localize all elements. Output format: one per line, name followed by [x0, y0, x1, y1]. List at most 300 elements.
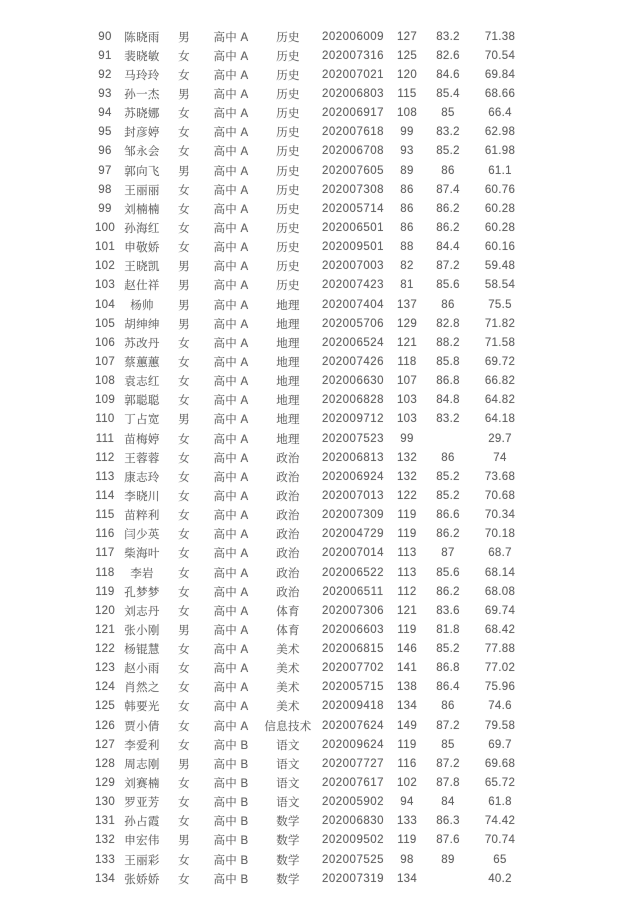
table-row — [91, 295, 529, 314]
cell-name: 肖然之 — [124, 682, 160, 695]
cell-school_level: 高中 A — [213, 127, 249, 140]
cell-student_id: 202007319 — [321, 872, 385, 885]
cell-gender: 女 — [178, 337, 190, 350]
cell-subject: 历史 — [276, 165, 300, 178]
cell-score3: 75.5 — [488, 298, 512, 311]
cell-subject: 地理 — [276, 376, 300, 389]
table-row — [91, 601, 529, 620]
cell-name: 韩要光 — [124, 701, 160, 714]
cell-row_no: 132 — [94, 834, 116, 847]
cell-name: 贾小倩 — [124, 720, 160, 733]
cell-score3: 70.68 — [484, 489, 516, 502]
cell-score1: 149 — [396, 719, 418, 732]
cell-school_level: 高中 A — [213, 586, 249, 599]
cell-score2: 82.6 — [436, 49, 460, 62]
cell-student_id: 202009502 — [321, 834, 385, 847]
cell-subject: 语文 — [276, 739, 300, 752]
cell-row_no: 93 — [98, 87, 112, 100]
table-row — [91, 640, 529, 659]
cell-subject: 政治 — [276, 548, 300, 561]
cell-student_id: 202006830 — [321, 815, 385, 828]
cell-score2: 87.2 — [436, 719, 460, 732]
cell-row_no: 122 — [94, 643, 116, 656]
cell-student_id: 202007003 — [321, 260, 385, 273]
cell-score1: 120 — [396, 68, 418, 81]
table-row — [91, 869, 529, 888]
cell-school_level: 高中 A — [213, 165, 249, 178]
cell-school_level: 高中 A — [213, 376, 249, 389]
cell-gender: 男 — [178, 299, 190, 312]
cell-row_no: 94 — [98, 107, 112, 120]
table-row — [91, 27, 529, 46]
cell-score1: 115 — [397, 87, 417, 100]
cell-subject: 历史 — [276, 127, 300, 140]
cell-score2: 81.8 — [436, 623, 460, 636]
cell-gender: 女 — [178, 797, 190, 810]
cell-score3: 70.34 — [484, 509, 516, 522]
cell-subject: 信息技术 — [264, 720, 312, 733]
cell-row_no: 105 — [94, 317, 116, 330]
cell-score2: 83.2 — [436, 126, 460, 139]
cell-name: 李岩 — [130, 567, 154, 580]
cell-score1: 93 — [400, 145, 414, 158]
cell-gender: 男 — [178, 624, 190, 637]
cell-gender: 男 — [178, 280, 190, 293]
cell-score3: 74.42 — [484, 815, 516, 828]
cell-school_level: 高中 A — [213, 471, 249, 484]
cell-score3: 71.38 — [484, 30, 516, 43]
cell-gender: 女 — [178, 452, 190, 465]
cell-score2: 82.8 — [436, 317, 460, 330]
cell-row_no: 103 — [94, 279, 116, 292]
cell-score3: 73.68 — [484, 470, 516, 483]
cell-score1: 86 — [400, 202, 414, 215]
table-row — [91, 314, 529, 333]
cell-row_no: 131 — [94, 815, 116, 828]
table-row — [91, 372, 529, 391]
cell-subject: 政治 — [276, 490, 300, 503]
cell-gender: 女 — [178, 663, 190, 676]
cell-name: 李晓川 — [124, 490, 160, 503]
cell-score3: 74 — [493, 451, 507, 464]
cell-score3: 68.42 — [484, 623, 516, 636]
cell-student_id: 202005715 — [321, 681, 385, 694]
table-row — [91, 754, 529, 773]
cell-student_id: 202007316 — [321, 49, 385, 62]
cell-score1: 121 — [396, 604, 418, 617]
cell-score3: 70.74 — [484, 834, 516, 847]
cell-school_level: 高中 A — [213, 280, 249, 293]
cell-gender: 男 — [178, 414, 190, 427]
cell-score1: 103 — [396, 394, 418, 407]
cell-row_no: 133 — [94, 853, 116, 866]
cell-name: 闫少英 — [124, 529, 160, 542]
cell-score2: 87.4 — [436, 183, 460, 196]
cell-score1: 81 — [400, 279, 414, 292]
cell-score2: 85.2 — [436, 643, 460, 656]
cell-score1: 113 — [397, 547, 417, 560]
cell-student_id: 202007618 — [321, 126, 385, 139]
cell-score2: 85.2 — [436, 489, 460, 502]
cell-school_level: 高中 A — [213, 108, 249, 121]
cell-subject: 历史 — [276, 242, 300, 255]
cell-score2: 85.6 — [436, 566, 460, 579]
cell-name: 柴海叶 — [124, 548, 160, 561]
cell-gender: 女 — [178, 854, 190, 867]
table-row — [91, 142, 529, 161]
cell-score2: 85.2 — [436, 145, 460, 158]
cell-name: 王丽彩 — [124, 854, 160, 867]
cell-school_level: 高中 A — [213, 222, 249, 235]
cell-row_no: 128 — [94, 757, 116, 770]
cell-score3: 59.48 — [484, 260, 516, 273]
cell-subject: 地理 — [276, 318, 300, 331]
cell-name: 郭向飞 — [124, 165, 160, 178]
cell-score2: 85 — [441, 107, 455, 120]
cell-school_level: 高中 A — [213, 452, 249, 465]
cell-score2: 85.8 — [436, 355, 460, 368]
cell-score1: 132 — [396, 470, 418, 483]
cell-score3: 60.28 — [484, 202, 516, 215]
cell-score3: 60.16 — [484, 241, 516, 254]
cell-subject: 地理 — [276, 299, 300, 312]
cell-score1: 122 — [396, 489, 418, 502]
cell-score1: 86 — [400, 183, 414, 196]
cell-gender: 女 — [178, 682, 190, 695]
table-row — [91, 123, 529, 142]
cell-school_level: 高中 A — [213, 88, 249, 101]
cell-gender: 女 — [178, 490, 190, 503]
cell-name: 王丽丽 — [124, 184, 160, 197]
cell-score2: 86 — [441, 451, 455, 464]
cell-score3: 61.98 — [484, 145, 516, 158]
cell-subject: 数学 — [276, 873, 300, 886]
cell-name: 苗粹利 — [124, 510, 160, 523]
cell-name: 王蓉蓉 — [124, 452, 160, 465]
cell-gender: 女 — [178, 50, 190, 63]
cell-row_no: 126 — [94, 719, 116, 732]
cell-subject: 政治 — [276, 452, 300, 465]
cell-score3: 79.58 — [484, 719, 516, 732]
cell-subject: 语文 — [276, 797, 300, 810]
cell-row_no: 130 — [94, 796, 116, 809]
cell-subject: 体育 — [276, 605, 300, 618]
table-row — [91, 812, 529, 831]
cell-subject: 美术 — [276, 644, 300, 657]
cell-row_no: 111 — [95, 432, 115, 445]
cell-score3: 64.18 — [484, 413, 516, 426]
cell-gender: 女 — [178, 395, 190, 408]
cell-gender: 女 — [178, 739, 190, 752]
table-row — [91, 65, 529, 84]
cell-score2: 86.4 — [436, 681, 460, 694]
cell-score2: 87.6 — [436, 834, 460, 847]
table-row — [91, 467, 529, 486]
cell-subject: 政治 — [276, 586, 300, 599]
cell-score1: 99 — [400, 432, 414, 445]
table-row — [91, 544, 529, 563]
cell-school_level: 高中 A — [213, 242, 249, 255]
cell-school_level: 高中 A — [213, 490, 249, 503]
cell-gender: 女 — [178, 778, 190, 791]
cell-score2: 87 — [441, 547, 455, 560]
table-row — [91, 104, 529, 123]
cell-subject: 历史 — [276, 146, 300, 159]
cell-student_id: 202006603 — [321, 623, 385, 636]
cell-school_level: 高中 A — [213, 261, 249, 274]
cell-score1: 118 — [397, 355, 417, 368]
cell-row_no: 124 — [94, 681, 116, 694]
cell-score1: 108 — [396, 107, 418, 120]
cell-row_no: 97 — [98, 164, 112, 177]
cell-score3: 71.82 — [484, 317, 516, 330]
table-row — [91, 563, 529, 582]
cell-gender: 女 — [178, 184, 190, 197]
cell-student_id: 202007013 — [321, 489, 385, 502]
cell-score2: 84.4 — [436, 241, 460, 254]
cell-row_no: 90 — [98, 30, 112, 43]
cell-score1: 119 — [397, 509, 417, 522]
cell-subject: 美术 — [276, 663, 300, 676]
table-row — [91, 659, 529, 678]
cell-row_no: 117 — [95, 547, 115, 560]
cell-row_no: 129 — [94, 777, 116, 790]
cell-score3: 70.54 — [484, 49, 516, 62]
cell-gender: 女 — [178, 203, 190, 216]
cell-subject: 语文 — [276, 778, 300, 791]
cell-score3: 68.66 — [484, 87, 516, 100]
cell-student_id: 202007727 — [321, 757, 385, 770]
cell-student_id: 202006803 — [321, 87, 385, 100]
cell-score3: 65 — [493, 853, 507, 866]
table-row — [91, 486, 529, 505]
cell-row_no: 108 — [94, 375, 116, 388]
cell-name: 罗亚芳 — [124, 797, 160, 810]
cell-row_no: 118 — [95, 566, 115, 579]
cell-score2: 83.6 — [436, 604, 460, 617]
cell-name: 张娇娇 — [124, 873, 160, 886]
cell-name: 苗梅婷 — [124, 433, 160, 446]
cell-gender: 女 — [178, 548, 190, 561]
cell-student_id: 202007308 — [321, 183, 385, 196]
cell-name: 刘志丹 — [124, 605, 160, 618]
cell-score2: 84.6 — [436, 68, 460, 81]
cell-subject: 历史 — [276, 261, 300, 274]
cell-subject: 地理 — [276, 337, 300, 350]
cell-school_level: 高中 A — [213, 720, 249, 733]
cell-score3: 62.98 — [484, 126, 516, 139]
cell-school_level: 高中 B — [213, 816, 249, 829]
cell-student_id: 202009501 — [321, 241, 385, 254]
cell-score1: 119 — [397, 834, 417, 847]
cell-school_level: 高中 A — [213, 395, 249, 408]
cell-name: 孙一杰 — [124, 88, 160, 101]
cell-row_no: 114 — [95, 489, 115, 502]
cell-gender: 女 — [178, 510, 190, 523]
cell-score2: 88.2 — [436, 336, 460, 349]
cell-subject: 地理 — [276, 356, 300, 369]
cell-student_id: 202007605 — [321, 164, 385, 177]
cell-score2: 85.2 — [436, 470, 460, 483]
cell-score1: 86 — [400, 221, 414, 234]
table-row — [91, 161, 529, 180]
cell-score2: 86.8 — [436, 662, 460, 675]
cell-score1: 94 — [400, 796, 414, 809]
cell-school_level: 高中 A — [213, 146, 249, 159]
cell-gender: 男 — [178, 835, 190, 848]
cell-school_level: 高中 A — [213, 184, 249, 197]
cell-score3: 77.02 — [484, 662, 516, 675]
cell-school_level: 高中 A — [213, 529, 249, 542]
cell-subject: 历史 — [276, 280, 300, 293]
table-row — [91, 506, 529, 525]
cell-student_id: 202006924 — [321, 470, 385, 483]
cell-name: 袁志红 — [124, 376, 160, 389]
cell-school_level: 高中 B — [213, 758, 249, 771]
cell-student_id: 202004729 — [321, 528, 385, 541]
cell-score3: 68.14 — [484, 566, 516, 579]
cell-score2: 87.2 — [436, 260, 460, 273]
table-row — [91, 793, 529, 812]
cell-name: 赵仕祥 — [124, 280, 160, 293]
cell-score1: 107 — [396, 375, 418, 388]
cell-student_id: 202006917 — [321, 107, 385, 120]
cell-row_no: 100 — [94, 221, 116, 234]
cell-gender: 男 — [178, 318, 190, 331]
cell-row_no: 121 — [94, 623, 116, 636]
cell-score3: 61.1 — [488, 164, 512, 177]
cell-subject: 地理 — [276, 395, 300, 408]
cell-school_level: 高中 A — [213, 433, 249, 446]
cell-name: 张小刚 — [124, 624, 160, 637]
cell-subject: 政治 — [276, 510, 300, 523]
cell-score1: 125 — [396, 49, 418, 62]
cell-score3: 68.08 — [484, 585, 516, 598]
cell-score2: 83.2 — [436, 30, 460, 43]
cell-school_level: 高中 A — [213, 69, 249, 82]
cell-gender: 女 — [178, 127, 190, 140]
cell-school_level: 高中 A — [213, 356, 249, 369]
cell-row_no: 109 — [94, 394, 116, 407]
cell-score3: 69.7 — [488, 738, 512, 751]
cell-subject: 美术 — [276, 701, 300, 714]
cell-score1: 132 — [396, 451, 418, 464]
cell-student_id: 202006524 — [321, 336, 385, 349]
cell-subject: 历史 — [276, 50, 300, 63]
cell-student_id: 202006815 — [321, 643, 385, 656]
cell-gender: 女 — [178, 108, 190, 121]
cell-student_id: 202009418 — [321, 700, 385, 713]
cell-name: 申敬娇 — [124, 242, 160, 255]
score-table — [91, 27, 529, 888]
cell-name: 胡绅绅 — [124, 318, 160, 331]
cell-school_level: 高中 A — [213, 682, 249, 695]
cell-subject: 历史 — [276, 203, 300, 216]
cell-score3: 29.7 — [488, 432, 512, 445]
cell-score3: 60.76 — [484, 183, 516, 196]
cell-student_id: 202007309 — [321, 509, 385, 522]
table-row — [91, 697, 529, 716]
cell-score3: 68.7 — [488, 547, 512, 560]
cell-subject: 美术 — [276, 682, 300, 695]
cell-score1: 88 — [400, 241, 414, 254]
cell-score2: 89 — [441, 853, 455, 866]
cell-student_id: 202006828 — [321, 394, 385, 407]
cell-name: 王晓凯 — [124, 261, 160, 274]
table-row — [91, 525, 529, 544]
cell-score2: 86.8 — [436, 375, 460, 388]
cell-score3: 66.4 — [488, 107, 512, 120]
cell-score1: 121 — [396, 336, 418, 349]
cell-gender: 女 — [178, 529, 190, 542]
cell-name: 郭聪聪 — [124, 395, 160, 408]
cell-name: 李爱利 — [124, 739, 160, 752]
cell-score2: 84 — [441, 796, 455, 809]
cell-school_level: 高中 A — [213, 50, 249, 63]
cell-score1: 119 — [397, 738, 417, 751]
cell-name: 孙占霞 — [124, 816, 160, 829]
cell-gender: 女 — [178, 471, 190, 484]
cell-gender: 男 — [178, 31, 190, 44]
score-table-body — [91, 27, 529, 888]
cell-score3: 74.6 — [488, 700, 512, 713]
cell-gender: 女 — [178, 605, 190, 618]
table-row — [91, 180, 529, 199]
cell-subject: 政治 — [276, 567, 300, 580]
cell-school_level: 高中 A — [213, 605, 249, 618]
cell-row_no: 106 — [94, 336, 116, 349]
cell-row_no: 104 — [94, 298, 116, 311]
cell-row_no: 92 — [98, 68, 112, 81]
cell-row_no: 116 — [95, 528, 115, 541]
cell-score3: 69.84 — [484, 68, 516, 81]
cell-subject: 数学 — [276, 835, 300, 848]
table-row — [91, 582, 529, 601]
cell-score1: 102 — [396, 777, 418, 790]
cell-name: 康志玲 — [124, 471, 160, 484]
cell-score2: 86 — [441, 298, 455, 311]
cell-score3: 69.72 — [484, 355, 516, 368]
cell-gender: 男 — [178, 165, 190, 178]
cell-score2: 86.2 — [436, 221, 460, 234]
cell-row_no: 120 — [94, 604, 116, 617]
table-row — [91, 850, 529, 869]
cell-student_id: 202005706 — [321, 317, 385, 330]
cell-subject: 数学 — [276, 854, 300, 867]
cell-row_no: 127 — [94, 738, 116, 751]
cell-student_id: 202006511 — [322, 585, 384, 598]
cell-student_id: 202007404 — [321, 298, 385, 311]
cell-school_level: 高中 A — [213, 337, 249, 350]
cell-school_level: 高中 A — [213, 510, 249, 523]
cell-school_level: 高中 B — [213, 854, 249, 867]
cell-student_id: 202007624 — [321, 719, 385, 732]
cell-gender: 男 — [178, 758, 190, 771]
cell-school_level: 高中 A — [213, 701, 249, 714]
cell-score2: 84.8 — [436, 394, 460, 407]
cell-row_no: 91 — [98, 49, 112, 62]
cell-score3: 66.82 — [484, 375, 516, 388]
cell-score3: 75.96 — [484, 681, 516, 694]
cell-student_id: 202009624 — [321, 738, 385, 751]
cell-student_id: 202006501 — [321, 221, 385, 234]
cell-name: 丁占宽 — [124, 414, 160, 427]
table-row — [91, 238, 529, 257]
table-row — [91, 257, 529, 276]
cell-school_level: 高中 B — [213, 873, 249, 886]
cell-name: 马玲玲 — [124, 69, 160, 82]
cell-score2: 86 — [441, 700, 455, 713]
